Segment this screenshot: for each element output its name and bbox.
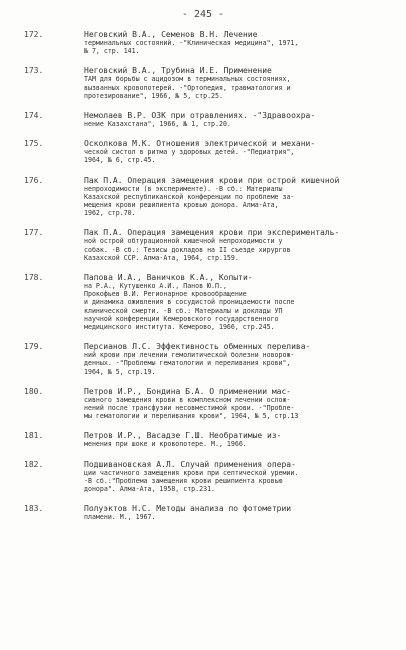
entry-line: Немолаев В.Р. ОЗК при отравлениях. -"Здравоохра- (84, 111, 316, 121)
entry-text (84, 111, 402, 128)
entry-line: пламени. М., 1967. (84, 513, 156, 522)
entry-line: 1962, стр.70. (84, 209, 136, 218)
entry-line: денных. -"Проблемы гематологии и переливания крови", (84, 359, 291, 368)
entry-text (84, 342, 402, 376)
entry-line: и динамика оживления в сосудистой проницаемости после (84, 298, 295, 307)
entry-line: донора". Алма-Ата, 1958, стр.231. (84, 485, 216, 494)
entry-number: 178. (24, 273, 44, 283)
bibliography-entry (0, 460, 406, 494)
entry-line: нение Казахстана", 1966, № 1, стр.20. (84, 120, 231, 129)
entry-line: ной острой обтурационной кишечной непроходимости у (84, 237, 283, 246)
bibliography-entry (0, 342, 406, 376)
entry-line: собак. -В сб.: Тезисы докладов на II съезде хирургов (84, 245, 291, 254)
entry-line: Полуэктов Н.С. Методы анализа по фотометрии (84, 504, 292, 514)
entry-text (84, 387, 402, 421)
entry-text (84, 139, 402, 164)
entry-number: 174. (24, 111, 44, 121)
entry-number: 181. (24, 431, 44, 441)
entry-line: терминальных состояний. -"Клиническая медицина", 1971, (84, 39, 299, 47)
entry-line: № 7, стр. 141. (84, 47, 140, 56)
entry-text (84, 176, 402, 218)
entry-line: Персианов Л.С. Эффективность обменных перелива- (84, 342, 311, 352)
entry-line: клинической смерти. -В сб.: Материалы и доклады УП (84, 306, 283, 315)
entry-number: 176. (24, 175, 44, 185)
entry-text (84, 460, 402, 494)
entry-line: Папова И.А., Ваничков К.А., Копыти- (84, 273, 253, 283)
entry-text (84, 66, 402, 100)
bibliography-entry (0, 139, 406, 164)
entry-text (84, 228, 402, 262)
entry-text (84, 273, 402, 331)
bibliography-entry (0, 111, 406, 128)
entry-line: протезирование", 1966, № 5, стр.25. (84, 91, 223, 100)
entry-text (84, 504, 402, 521)
entry-line: Пак П.А. Операция замещения крови при острой кишечной (84, 175, 340, 185)
entry-line: вызванных кровопотерей. -"Ортопедия, травматология и (84, 83, 291, 92)
entry-line: Казахской ССР. Алма-Ата, 1964, стр.159. (84, 253, 239, 262)
entry-line: нений после трансфузии несовместимой крови. -"Пробле- (84, 404, 295, 413)
entry-line: Осколкова М.К. Отношения электрической и механи- (84, 139, 316, 149)
entry-line: Петров И.Р., Бондина Б.А. О применении мас- (84, 386, 292, 396)
entry-line: на Р.А., Кутушенко А.И., Панов Ю.П., (84, 282, 227, 291)
bibliography-entry (0, 431, 406, 448)
entry-line: ции частичного замещения крови при септической уремии. (84, 468, 299, 477)
bibliography-list (0, 30, 406, 533)
bibliography-entry (0, 176, 406, 218)
entry-line: Подшивановская А.Л. Случай применения опера- (84, 459, 296, 469)
entry-number: 183. (24, 504, 44, 514)
bibliography-entry (0, 66, 406, 100)
entry-line: Прокофьев В.И. Регионарное кровообращение (84, 290, 247, 299)
entry-line: непроходимости (в эксперименте). -В сб.: Материалы (84, 184, 283, 193)
entry-line: 1964, № 5, стр.19. (84, 367, 156, 376)
entry-number: 182. (24, 459, 44, 469)
entry-line: ТАМ для борьбы с ацидозом в терминальных состояниях, (84, 75, 291, 84)
page-number: - 245 - (181, 9, 225, 20)
bibliography-entry (0, 228, 406, 262)
entry-line: мещения крови решипиента кровью донора. Алма-Ата, (84, 201, 279, 210)
bibliography-entry (0, 30, 406, 55)
entry-line: мы гематологии и переливания крови", 1964, № 5, стр.13 (84, 412, 299, 421)
entry-line: 1964, № 6, стр.45. (84, 156, 156, 165)
bibliography-entry (0, 387, 406, 421)
entry-line: медицинского института. Кемерово, 1966, стр.245. (84, 323, 275, 332)
bibliography-entry (0, 273, 406, 331)
entry-line: Пак П.А. Операция замещения крови при эксперименталь- (84, 228, 340, 238)
entry-line: Петров И.Р., Васадзе Г.Ш. Необратимые из- (84, 431, 282, 441)
entry-line: Неговский В.А., Трубина И.Е. Применение (84, 66, 272, 76)
entry-number: 175. (24, 139, 44, 149)
entry-line: Казахской республиканской конференции по проблеме за- (84, 192, 295, 201)
entry-line: -В сб.:"Проблема замещения крови решипиента кровью (84, 476, 283, 485)
entry-line: менения при шоке и кровопотере. М., 1966. (84, 440, 247, 449)
entry-number: 180. (24, 386, 44, 396)
entry-number: 172. (24, 30, 44, 39)
entry-text (84, 30, 402, 55)
entry-number: 179. (24, 342, 44, 352)
entry-line: научной конференции Кемеровского государственного (84, 314, 279, 323)
entry-number: 177. (24, 228, 44, 238)
entry-line: Неговский В.А., Семенов В.Н. Лечение (84, 30, 258, 39)
entry-number: 173. (24, 66, 44, 76)
bibliography-entry (0, 504, 406, 521)
entry-line: сивного замещения крови в комплексном лечении ослож- (84, 395, 291, 404)
entry-line: ний крови при лечении гемолитической болезни новорож- (84, 351, 295, 360)
entry-line: ческой систол в ритма у здоровых детей. -"Педиатрия", (84, 148, 295, 157)
entry-text (84, 431, 402, 448)
